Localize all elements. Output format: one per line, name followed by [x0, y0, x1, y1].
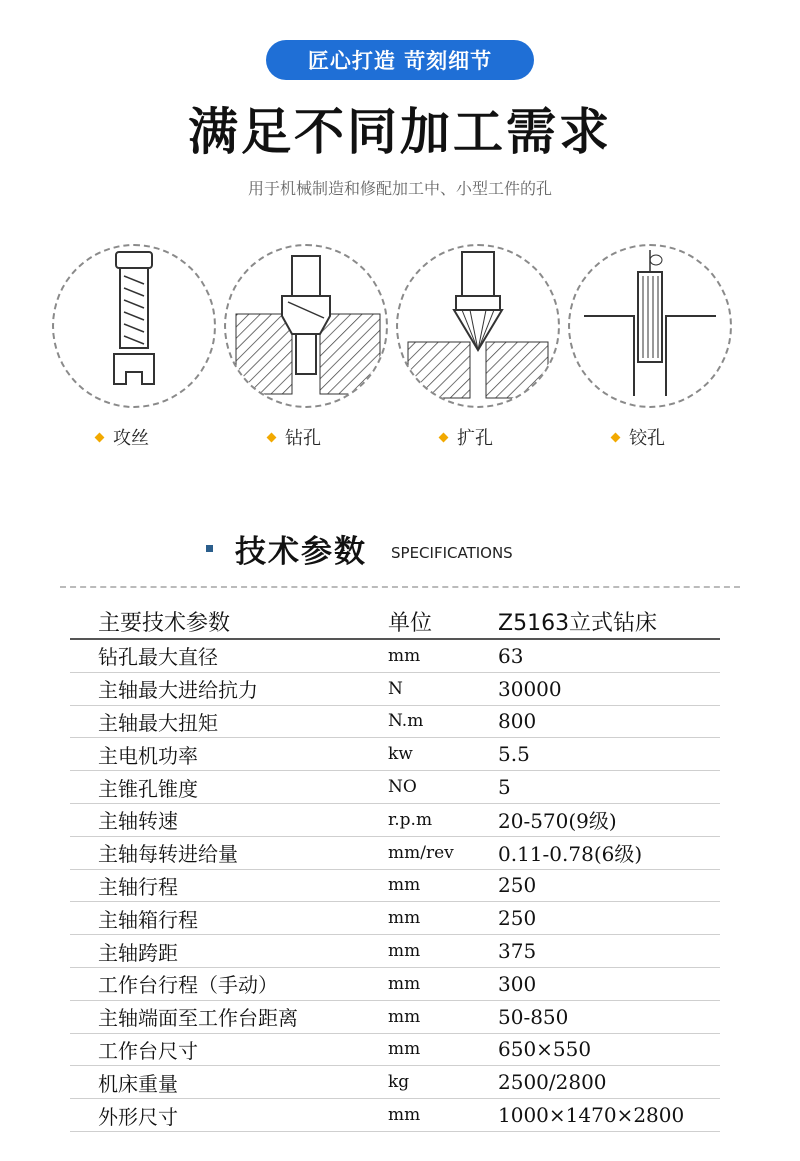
- badge-pill: 匠心打造 苛刻细节: [266, 40, 534, 80]
- value-cell: 375: [498, 935, 720, 968]
- param-cell: 主轴箱行程: [70, 902, 388, 935]
- value-cell: 5: [498, 771, 720, 804]
- table-row: [70, 935, 720, 968]
- param-cell: 主轴最大进给抗力: [70, 672, 388, 705]
- bullet-icon: [611, 432, 621, 442]
- unit-cell: mm/rev: [388, 836, 498, 869]
- specs-title-en: SPECIFICATIONS: [391, 543, 513, 562]
- unit-cell: mm: [388, 1033, 498, 1066]
- bullet-icon: [95, 432, 105, 442]
- unit-cell: mm: [388, 935, 498, 968]
- param-cell: 主轴每转进给量: [70, 836, 388, 869]
- param-cell: 主轴端面至工作台距离: [70, 1000, 388, 1033]
- param-cell: 主轴转速: [70, 803, 388, 836]
- value-cell: 800: [498, 705, 720, 738]
- value-cell: 250: [498, 869, 720, 902]
- reaming-diagram-icon: [396, 244, 560, 408]
- unit-cell: kg: [388, 1066, 498, 1099]
- value-cell: 250: [498, 902, 720, 935]
- bullet-icon: [439, 432, 449, 442]
- page-title: 满足不同加工需求: [188, 103, 612, 161]
- value-cell: 0.11-0.78(6级): [498, 836, 720, 869]
- value-cell: 63: [498, 639, 720, 672]
- unit-cell: NO: [388, 771, 498, 804]
- unit-cell: N: [388, 672, 498, 705]
- unit-cell: N.m: [388, 705, 498, 738]
- param-cell: 工作台尺寸: [70, 1033, 388, 1066]
- table-row: [70, 1066, 720, 1099]
- unit-cell: mm: [388, 639, 498, 672]
- square-bullet-icon: [206, 545, 213, 552]
- value-cell: 50-850: [498, 1000, 720, 1033]
- table-row: [70, 1099, 720, 1132]
- unit-cell: r.p.m: [388, 803, 498, 836]
- param-cell: 机床重量: [70, 1066, 388, 1099]
- process-label-hinge-reaming: 铰孔: [612, 424, 665, 450]
- table-row: [70, 771, 720, 804]
- hinge-reaming-diagram-icon: [568, 244, 732, 408]
- table-row: [70, 869, 720, 902]
- bullet-icon: [267, 432, 277, 442]
- table-row: [70, 1000, 720, 1033]
- param-cell: 主轴最大扭矩: [70, 705, 388, 738]
- unit-cell: mm: [388, 1000, 498, 1033]
- param-cell: 主锥孔锥度: [70, 771, 388, 804]
- table-row: [70, 967, 720, 1000]
- table-row: [70, 672, 720, 705]
- param-cell: 钻孔最大直径: [70, 639, 388, 672]
- param-cell: 外形尺寸: [70, 1099, 388, 1132]
- table-row: [70, 738, 720, 771]
- page-subtitle: 用于机械制造和修配加工中、小型工件的孔: [247, 179, 552, 198]
- unit-cell: mm: [388, 869, 498, 902]
- param-cell: 主轴跨距: [70, 935, 388, 968]
- process-label-reaming: 扩孔: [440, 424, 493, 450]
- divider: [60, 586, 740, 588]
- value-cell: 1000×1470×2800: [498, 1099, 720, 1132]
- value-cell: 5.5: [498, 738, 720, 771]
- value-cell: 300: [498, 967, 720, 1000]
- specs-table: [70, 604, 720, 1132]
- unit-cell: mm: [388, 902, 498, 935]
- param-cell: 主电机功率: [70, 738, 388, 771]
- unit-cell: kw: [388, 738, 498, 771]
- header-param: 主要技术参数: [70, 604, 388, 639]
- param-cell: 工作台行程（手动）: [70, 967, 388, 1000]
- value-cell: 2500/2800: [498, 1066, 720, 1099]
- table-row: [70, 705, 720, 738]
- table-row: [70, 836, 720, 869]
- unit-cell: mm: [388, 1099, 498, 1132]
- table-row: [70, 1033, 720, 1066]
- process-label-tapping: 攻丝: [96, 424, 149, 450]
- drilling-diagram-icon: [224, 244, 388, 408]
- value-cell: 650×550: [498, 1033, 720, 1066]
- table-row: [70, 639, 720, 672]
- header-unit: 单位: [388, 604, 498, 639]
- header-model: Z5163立式钻床: [498, 604, 720, 639]
- process-label-drilling: 钻孔: [268, 424, 321, 450]
- param-cell: 主轴行程: [70, 869, 388, 902]
- value-cell: 30000: [498, 672, 720, 705]
- value-cell: 20-570(9级): [498, 803, 720, 836]
- specs-heading: [206, 526, 513, 571]
- unit-cell: mm: [388, 967, 498, 1000]
- specs-title: 技术参数: [235, 534, 367, 570]
- table-row: [70, 803, 720, 836]
- tapping-diagram-icon: [52, 244, 216, 408]
- table-row: [70, 902, 720, 935]
- table-header-row: [70, 604, 720, 639]
